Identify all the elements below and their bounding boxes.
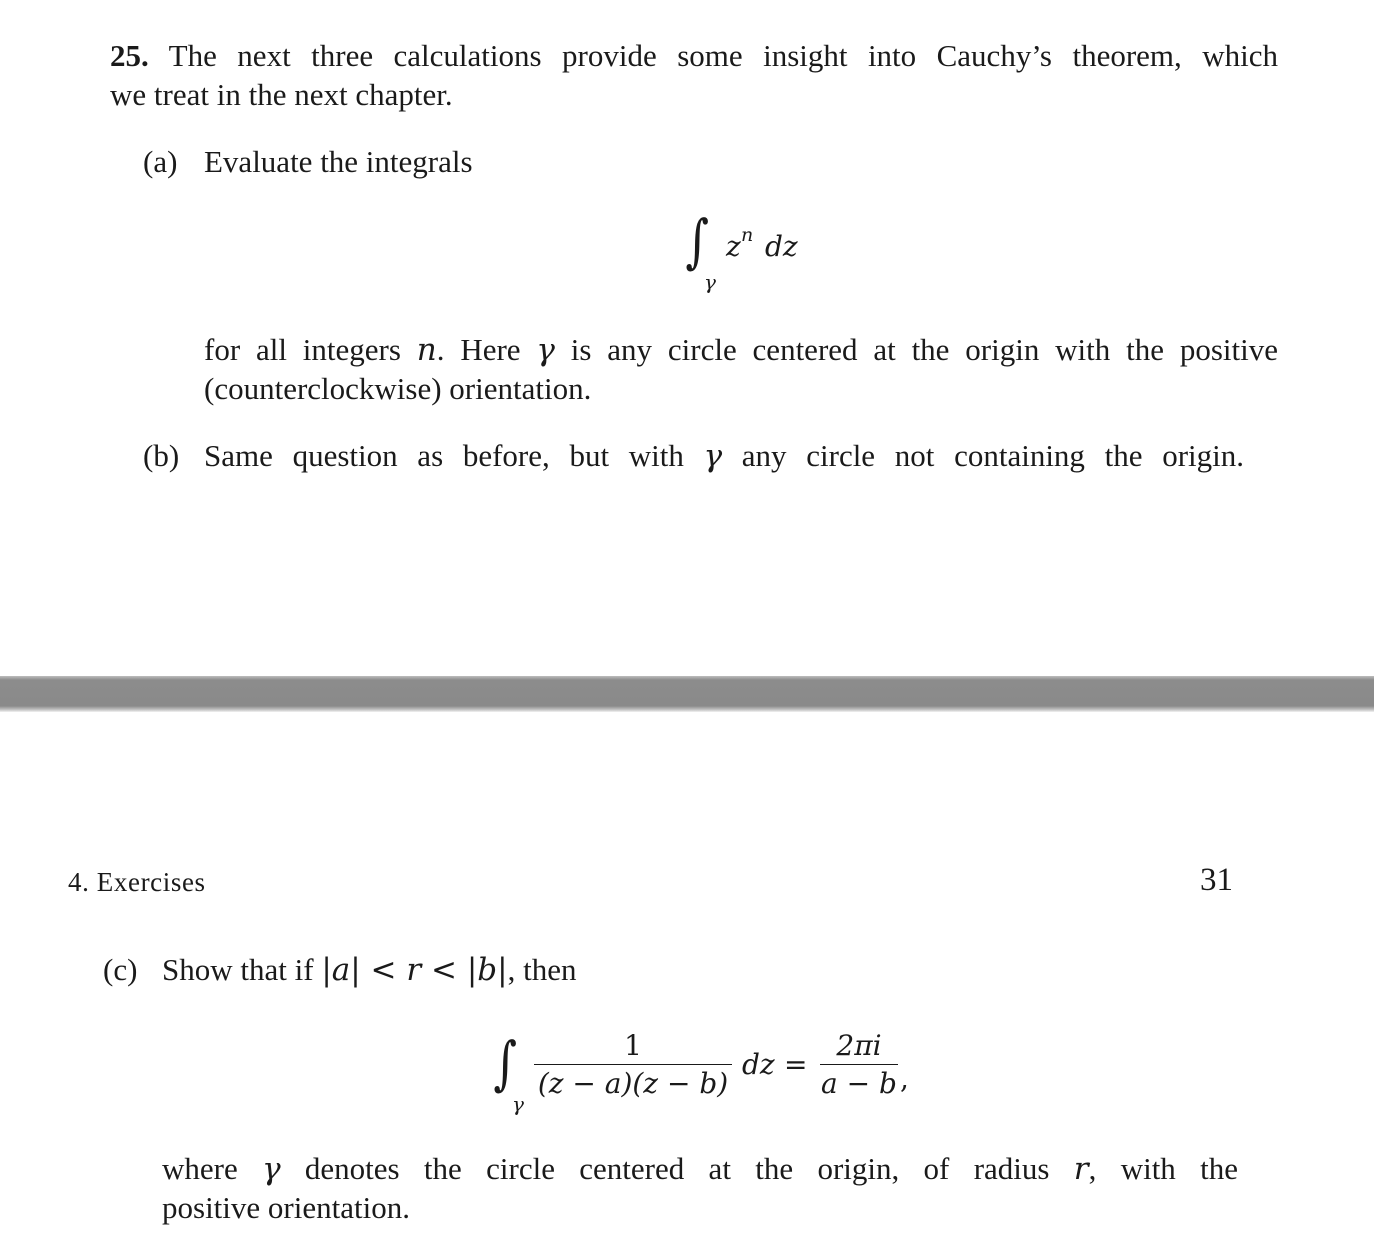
integrand-exponent: n	[741, 224, 754, 246]
trailing-comma: ,	[900, 1062, 909, 1095]
problem-intro-line2	[110, 75, 453, 114]
cauchy-integral-equation	[490, 1020, 930, 1120]
part-c-prefix: Show that if	[162, 952, 322, 987]
var-gamma: γ	[536, 332, 555, 368]
integral-differential: dz	[765, 230, 798, 263]
var-n: n	[416, 332, 437, 368]
condition-inequality: |a| < r < |b|	[321, 952, 508, 988]
integral-sign: ∫	[493, 1029, 517, 1097]
running-header-section: 4. Exercises	[68, 867, 206, 897]
integral-subscript-gamma: γ	[704, 270, 716, 294]
part-b-suffix: any circle not containing the origin.	[722, 438, 1244, 473]
rhs-denominator: a − b	[821, 1067, 897, 1100]
part-b-prefix: Same question as before, but with	[204, 438, 704, 473]
part-b-text	[204, 436, 1244, 476]
problem-intro-line1	[110, 36, 1278, 75]
var-gamma: γ	[262, 1151, 281, 1187]
problem-intro-text1: The next three calculations provide some insight into Cauchy’s theorem, which	[168, 38, 1278, 73]
part-a-description-line2: (counterclockwise) orientation.	[204, 371, 592, 406]
rhs-fraction	[820, 1028, 898, 1103]
rhs-numerator: 2πi	[836, 1029, 882, 1062]
part-a-desc-suffix: is any circle centered at the origin with the positive	[554, 332, 1278, 367]
equation-differential: dz	[742, 1048, 775, 1081]
where-mid: denotes the circle centered at the origin, of radius	[280, 1151, 1074, 1186]
where-prefix: where	[162, 1151, 263, 1186]
integral-zn-equation	[682, 206, 822, 296]
part-b-label: (b)	[143, 438, 180, 473]
part-a-desc-mid: . Here	[436, 332, 537, 367]
part-c-text	[162, 950, 576, 990]
page-number: 31	[1200, 862, 1233, 898]
integral-subscript-gamma: γ	[512, 1092, 524, 1116]
part-a-desc-prefix: for all integers	[204, 332, 417, 367]
integral-sign: ∫	[685, 207, 709, 275]
part-a-text: Evaluate the integrals	[204, 144, 473, 179]
part-a-description-line1	[204, 330, 1278, 370]
lhs-denominator: (z − a)(z − b)	[537, 1067, 729, 1100]
part-c-label: (c)	[103, 952, 138, 987]
part-c-where-line1	[162, 1149, 1238, 1189]
part-c-suffix: , then	[507, 952, 577, 987]
problem-number: 25.	[110, 38, 149, 73]
lhs-numerator: 1	[624, 1029, 642, 1062]
part-c-where-line2: positive orientation.	[162, 1190, 410, 1225]
where-suffix: , with the	[1088, 1151, 1238, 1186]
equals-sign: =	[784, 1048, 808, 1081]
var-gamma: γ	[703, 438, 723, 474]
page-divider	[0, 676, 1374, 712]
integrand-base: z	[726, 230, 741, 263]
problem-intro-text2: we treat in the next chapter.	[110, 77, 453, 112]
part-a-label: (a)	[143, 144, 178, 179]
var-r: r	[1073, 1151, 1089, 1187]
lhs-fraction	[534, 1028, 732, 1103]
